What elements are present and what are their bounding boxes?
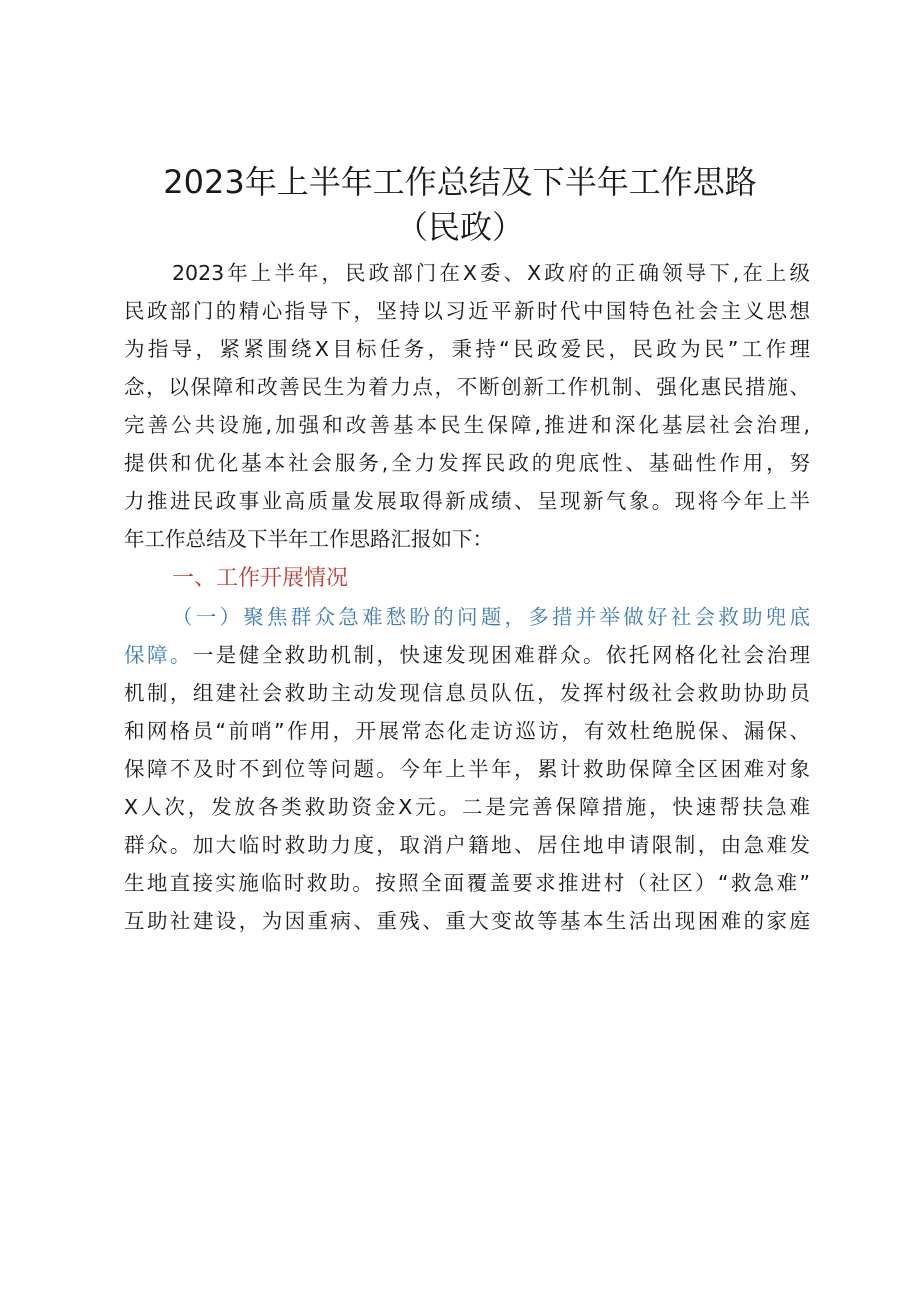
body-line-1: 机制，组建社会救助主动发现信息员队伍，发挥村级社会救助协助员 [124,681,810,705]
intro-line-3: 为指导，紧紧围绕X目标任务，秉持“民政爱民，民政为民”工作理 [124,337,810,361]
intro-line-2: 民政部门的精心指导下，坚持以习近平新时代中国特色社会主义思想 [124,299,810,323]
subsection-first-line-text: 一是健全救助机制，快速发现困难群众。依托网格化社会治理 [192,643,811,667]
body-line-4: X人次，发放各类救助资金X元。二是完善保障措施，快速帮扶急难 [124,795,810,819]
body-line-7: 互助社建设，为因重病、重残、重大变故等基本生活出现困难的家庭 [124,909,810,933]
subsection-title: （一）聚焦群众急难愁盼的问题，多措并举做好社会救助兜底 [172,605,810,629]
body-line-6: 生地直接实施临时救助。按照全面覆盖要求推进村（社区）“救急难” [124,871,810,895]
intro-line-5: 完善公共设施,加强和改善基本民生保障,推进和深化基层社会治理, [124,413,810,437]
body-line-2: 和网格员“前哨”作用，开展常态化走访巡访，有效杜绝脱保、漏保、 [124,719,810,743]
intro-line-6: 提供和优化基本社会服务,全力发挥民政的兜底性、基础性作用，努 [124,451,810,475]
intro-line-8: 年工作总结及下半年工作思路汇报如下： [124,527,493,551]
intro-line-1: 2023年上半年，民政部门在X委、X政府的正确领导下,在上级 [172,261,810,285]
intro-line-7: 力推进民政事业高质量发展取得新成绩、呈现新气象。现将今年上半 [124,489,810,513]
section-heading: 一、工作开展情况 [172,566,349,591]
intro-line-4: 念，以保障和改善民生为着力点，不断创新工作机制、强化惠民措施、 [124,375,810,399]
subsection-title-end: 保障。 [124,643,193,667]
document-subtitle: （民政） [395,208,524,246]
body-line-5: 群众。加大临时救助力度，取消户籍地、居住地申请限制，由急难发 [124,833,810,857]
subsection-first-line [124,640,810,670]
document-title: 2023年上半年工作总结及下半年工作思路 [163,163,757,201]
body-line-3: 保障不及时不到位等问题。今年上半年，累计救助保障全区困难对象 [124,757,810,781]
